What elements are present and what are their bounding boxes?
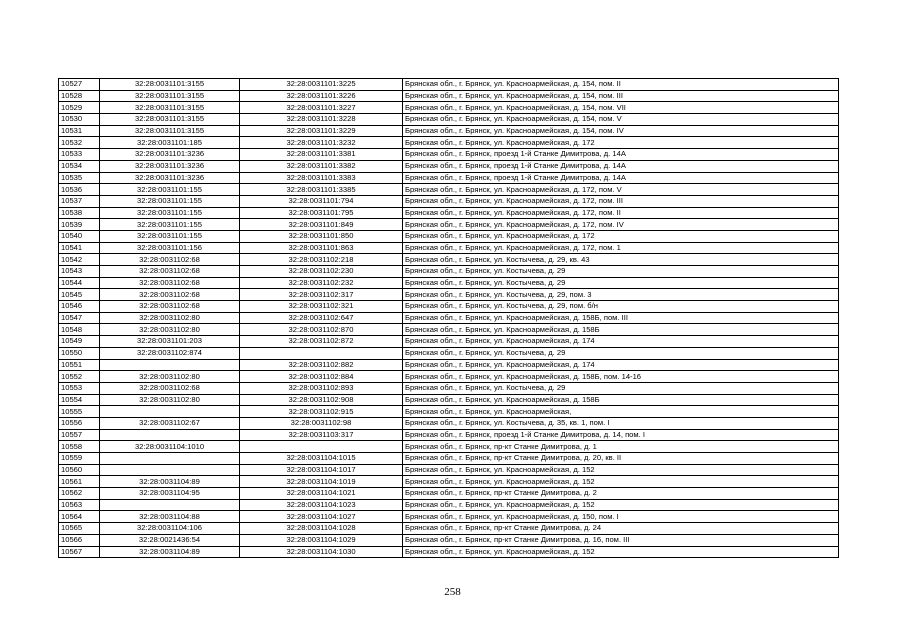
table-row: [59, 90, 839, 102]
address-cell: Брянская обл., г. Брянск, ул. Красноармейская, д. 172: [403, 137, 839, 149]
table-row: [59, 137, 839, 149]
parent-cadastral-number-cell: 32:28:0021436:54: [100, 534, 240, 546]
cadastral-number-cell: 32:28:0031103:317: [240, 429, 403, 441]
address-cell: Брянская обл., г. Брянск, проезд 1-й Станке Димитрова, д. 14А: [403, 172, 839, 184]
parent-cadastral-number-cell: 32:28:0031102:68: [100, 382, 240, 394]
address-cell: Брянская обл., г. Брянск, ул. Красноармейская, д. 152: [403, 499, 839, 511]
cadastral-number-cell: 32:28:0031102:317: [240, 289, 403, 301]
address-cell: Брянская обл., г. Брянск, ул. Красноармейская, д. 154, пом. IV: [403, 125, 839, 137]
parent-cadastral-number-cell: [100, 453, 240, 465]
record-number-cell: 10528: [59, 90, 100, 102]
table-row: [59, 453, 839, 465]
parent-cadastral-number-cell: 32:28:0031102:67: [100, 417, 240, 429]
cadastral-number-cell: 32:28:0031101:3225: [240, 79, 403, 91]
address-cell: Брянская обл., г. Брянск, ул. Костычева, д. 29: [403, 347, 839, 359]
record-number-cell: 10531: [59, 125, 100, 137]
table-row: [59, 149, 839, 161]
parent-cadastral-number-cell: [100, 429, 240, 441]
record-number-cell: 10558: [59, 441, 100, 453]
table-row: [59, 219, 839, 231]
cadastral-number-cell: 32:28:0031102:218: [240, 254, 403, 266]
record-number-cell: 10546: [59, 301, 100, 313]
parent-cadastral-number-cell: 32:28:0031102:68: [100, 277, 240, 289]
parent-cadastral-number-cell: 32:28:0031102:68: [100, 254, 240, 266]
parent-cadastral-number-cell: 32:28:0031101:3155: [100, 125, 240, 137]
record-number-cell: 10560: [59, 464, 100, 476]
cadastral-number-cell: 32:28:0031101:3229: [240, 125, 403, 137]
table-row: [59, 125, 839, 137]
parent-cadastral-number-cell: 32:28:0031101:3236: [100, 149, 240, 161]
cadastral-number-cell: 32:28:0031102:908: [240, 394, 403, 406]
cadastral-number-cell: 32:28:0031104:1021: [240, 488, 403, 500]
parent-cadastral-number-cell: 32:28:0031102:68: [100, 301, 240, 313]
register-table: [58, 78, 839, 558]
parent-cadastral-number-cell: 32:28:0031101:3236: [100, 172, 240, 184]
address-cell: Брянская обл., г. Брянск, пр-кт Станке Димитрова, д. 24: [403, 523, 839, 535]
cadastral-number-cell: 32:28:0031102:321: [240, 301, 403, 313]
address-cell: Брянская обл., г. Брянск, ул. Красноармейская, д. 172, пом. II: [403, 207, 839, 219]
record-number-cell: 10556: [59, 417, 100, 429]
record-number-cell: 10541: [59, 242, 100, 254]
parent-cadastral-number-cell: 32:28:0031101:156: [100, 242, 240, 254]
table-row: [59, 429, 839, 441]
cadastral-number-cell: 32:28:0031101:850: [240, 230, 403, 242]
parent-cadastral-number-cell: 32:28:0031102:80: [100, 394, 240, 406]
parent-cadastral-number-cell: [100, 406, 240, 418]
record-number-cell: 10555: [59, 406, 100, 418]
table-row: [59, 160, 839, 172]
parent-cadastral-number-cell: 32:28:0031102:68: [100, 266, 240, 278]
page-number: 258: [444, 586, 461, 598]
cadastral-number-cell: 32:28:0031104:1015: [240, 453, 403, 465]
address-cell: Брянская обл., г. Брянск, ул. Красноармейская, д. 152: [403, 464, 839, 476]
cadastral-number-cell: 32:28:0031102:647: [240, 312, 403, 324]
table-row: [59, 230, 839, 242]
address-cell: Брянская обл., г. Брянск, ул. Красноармейская, д. 174: [403, 336, 839, 348]
cadastral-number-cell: 32:28:0031101:3385: [240, 184, 403, 196]
address-cell: Брянская обл., г. Брянск, ул. Красноармейская, д. 172: [403, 230, 839, 242]
address-cell: Брянская обл., г. Брянск, ул. Красноармейская, д. 154, пом. III: [403, 90, 839, 102]
address-cell: Брянская обл., г. Брянск, проезд 1-й Станке Димитрова, д. 14А: [403, 160, 839, 172]
record-number-cell: 10562: [59, 488, 100, 500]
parent-cadastral-number-cell: 32:28:0031101:155: [100, 195, 240, 207]
table-row: [59, 406, 839, 418]
address-cell: Брянская обл., г. Брянск, ул. Красноармейская,: [403, 406, 839, 418]
record-number-cell: 10557: [59, 429, 100, 441]
cadastral-number-cell: 32:28:0031102:884: [240, 371, 403, 383]
cadastral-number-cell: 32:28:0031104:1023: [240, 499, 403, 511]
table-row: [59, 371, 839, 383]
cadastral-number-cell: 32:28:0031101:3381: [240, 149, 403, 161]
table-row: [59, 359, 839, 371]
address-cell: Брянская обл., г. Брянск, пр-кт Станке Димитрова, д. 20, кв. II: [403, 453, 839, 465]
record-number-cell: 10552: [59, 371, 100, 383]
address-cell: Брянская обл., г. Брянск, ул. Красноармейская, д. 154, пом. VII: [403, 102, 839, 114]
table-row: [59, 394, 839, 406]
address-cell: Брянская обл., г. Брянск, ул. Красноармейская, д. 158Б, пом. III: [403, 312, 839, 324]
table-row: [59, 464, 839, 476]
table-row: [59, 195, 839, 207]
table-row: [59, 301, 839, 313]
address-cell: Брянская обл., г. Брянск, ул. Костычева, д. 29, пом. 3: [403, 289, 839, 301]
table-row: [59, 488, 839, 500]
table-row: [59, 546, 839, 558]
address-cell: Брянская обл., г. Брянск, ул. Красноармейская, д. 158Б: [403, 394, 839, 406]
address-cell: Брянская обл., г. Брянск, ул. Красноармейская, д. 152: [403, 476, 839, 488]
parent-cadastral-number-cell: 32:28:0031102:874: [100, 347, 240, 359]
table-row: [59, 476, 839, 488]
table-row: [59, 324, 839, 336]
table-row: [59, 172, 839, 184]
table-row: [59, 277, 839, 289]
parent-cadastral-number-cell: 32:28:0031102:80: [100, 324, 240, 336]
table-row: [59, 207, 839, 219]
record-number-cell: 10548: [59, 324, 100, 336]
record-number-cell: 10563: [59, 499, 100, 511]
table-row: [59, 523, 839, 535]
parent-cadastral-number-cell: 32:28:0031102:80: [100, 312, 240, 324]
record-number-cell: 10566: [59, 534, 100, 546]
record-number-cell: 10554: [59, 394, 100, 406]
address-cell: Брянская обл., г. Брянск, ул. Костычева, д. 29, пом. б/н: [403, 301, 839, 313]
cadastral-number-cell: [240, 441, 403, 453]
record-number-cell: 10534: [59, 160, 100, 172]
cadastral-number-cell: 32:28:0031104:1027: [240, 511, 403, 523]
address-cell: Брянская обл., г. Брянск, проезд 1-й Станке Димитрова, д. 14А: [403, 149, 839, 161]
record-number-cell: 10535: [59, 172, 100, 184]
cadastral-number-cell: 32:28:0031102:882: [240, 359, 403, 371]
address-cell: Брянская обл., г. Брянск, ул. Красноармейская, д. 172, пом. III: [403, 195, 839, 207]
table-row: [59, 534, 839, 546]
record-number-cell: 10538: [59, 207, 100, 219]
address-cell: Брянская обл., г. Брянск, проезд 1-й Станке Димитрова, д. 14, пом. I: [403, 429, 839, 441]
address-cell: Брянская обл., г. Брянск, ул. Костычева, д. 29: [403, 277, 839, 289]
parent-cadastral-number-cell: 32:28:0031101:3155: [100, 102, 240, 114]
cadastral-number-cell: 32:28:0031101:3383: [240, 172, 403, 184]
address-cell: Брянская обл., г. Брянск, ул. Красноармейская, д. 174: [403, 359, 839, 371]
record-number-cell: 10533: [59, 149, 100, 161]
cadastral-number-cell: 32:28:0031102:915: [240, 406, 403, 418]
parent-cadastral-number-cell: 32:28:0031104:95: [100, 488, 240, 500]
address-cell: Брянская обл., г. Брянск, ул. Костычева, д. 29, кв. 43: [403, 254, 839, 266]
record-number-cell: 10564: [59, 511, 100, 523]
cadastral-number-cell: 32:28:0031101:849: [240, 219, 403, 231]
record-number-cell: 10530: [59, 114, 100, 126]
table-row: [59, 336, 839, 348]
table-row: [59, 499, 839, 511]
record-number-cell: 10542: [59, 254, 100, 266]
table-row: [59, 114, 839, 126]
register-table-body: [59, 79, 839, 558]
cadastral-number-cell: 32:28:0031101:3232: [240, 137, 403, 149]
record-number-cell: 10559: [59, 453, 100, 465]
address-cell: Брянская обл., г. Брянск, ул. Красноармейская, д. 158Б: [403, 324, 839, 336]
address-cell: Брянская обл., г. Брянск, пр-кт Станке Димитрова, д. 16, пом. III: [403, 534, 839, 546]
cadastral-number-cell: 32:28:0031101:3227: [240, 102, 403, 114]
cadastral-number-cell: 32:28:0031104:1029: [240, 534, 403, 546]
parent-cadastral-number-cell: 32:28:0031102:68: [100, 289, 240, 301]
cadastral-number-cell: 32:28:0031104:1017: [240, 464, 403, 476]
record-number-cell: 10539: [59, 219, 100, 231]
address-cell: Брянская обл., г. Брянск, ул. Костычева, д. 29: [403, 382, 839, 394]
record-number-cell: 10567: [59, 546, 100, 558]
table-row: [59, 417, 839, 429]
parent-cadastral-number-cell: 32:28:0031101:203: [100, 336, 240, 348]
parent-cadastral-number-cell: 32:28:0031104:1010: [100, 441, 240, 453]
table-row: [59, 254, 839, 266]
record-number-cell: 10529: [59, 102, 100, 114]
cadastral-number-cell: 32:28:0031104:1030: [240, 546, 403, 558]
cadastral-number-cell: 32:28:0031104:1019: [240, 476, 403, 488]
parent-cadastral-number-cell: 32:28:0031102:80: [100, 371, 240, 383]
record-number-cell: 10549: [59, 336, 100, 348]
cadastral-number-cell: 32:28:0031101:3226: [240, 90, 403, 102]
parent-cadastral-number-cell: 32:28:0031104:88: [100, 511, 240, 523]
table-row: [59, 102, 839, 114]
address-cell: Брянская обл., г. Брянск, ул. Красноармейская, д. 172, пом. IV: [403, 219, 839, 231]
address-cell: Брянская обл., г. Брянск, пр-кт Станке Димитрова, д. 1: [403, 441, 839, 453]
parent-cadastral-number-cell: [100, 359, 240, 371]
address-cell: Брянская обл., г. Брянск, ул. Красноармейская, д. 158Б, пом. 14-16: [403, 371, 839, 383]
cadastral-number-cell: 32:28:0031101:3382: [240, 160, 403, 172]
address-cell: Брянская обл., г. Брянск, пр-кт Станке Димитрова, д. 2: [403, 488, 839, 500]
table-row: [59, 184, 839, 196]
parent-cadastral-number-cell: 32:28:0031101:3236: [100, 160, 240, 172]
parent-cadastral-number-cell: [100, 499, 240, 511]
record-number-cell: 10532: [59, 137, 100, 149]
address-cell: Брянская обл., г. Брянск, ул. Красноармейская, д. 154, пом. II: [403, 79, 839, 91]
parent-cadastral-number-cell: 32:28:0031101:185: [100, 137, 240, 149]
cadastral-number-cell: 32:28:0031101:794: [240, 195, 403, 207]
record-number-cell: 10551: [59, 359, 100, 371]
record-number-cell: 10544: [59, 277, 100, 289]
parent-cadastral-number-cell: 32:28:0031101:155: [100, 219, 240, 231]
parent-cadastral-number-cell: 32:28:0031104:89: [100, 476, 240, 488]
record-number-cell: 10540: [59, 230, 100, 242]
address-cell: Брянская обл., г. Брянск, ул. Красноармейская, д. 172, пом. V: [403, 184, 839, 196]
record-number-cell: 10561: [59, 476, 100, 488]
record-number-cell: 10545: [59, 289, 100, 301]
table-row: [59, 382, 839, 394]
cadastral-number-cell: 32:28:0031102:872: [240, 336, 403, 348]
cadastral-number-cell: 32:28:0031102:893: [240, 382, 403, 394]
table-row: [59, 511, 839, 523]
parent-cadastral-number-cell: [100, 464, 240, 476]
record-number-cell: 10536: [59, 184, 100, 196]
cadastral-number-cell: 32:28:0031102:98: [240, 417, 403, 429]
cadastral-number-cell: [240, 347, 403, 359]
cadastral-number-cell: 32:28:0031102:230: [240, 266, 403, 278]
record-number-cell: 10553: [59, 382, 100, 394]
address-cell: Брянская обл., г. Брянск, ул. Красноармейская, д. 172, пом. 1: [403, 242, 839, 254]
cadastral-number-cell: 32:28:0031102:870: [240, 324, 403, 336]
table-row: [59, 347, 839, 359]
table-row: [59, 242, 839, 254]
parent-cadastral-number-cell: 32:28:0031101:155: [100, 184, 240, 196]
cadastral-number-cell: 32:28:0031101:863: [240, 242, 403, 254]
address-cell: Брянская обл., г. Брянск, ул. Красноармейская, д. 150, пом. I: [403, 511, 839, 523]
address-cell: Брянская обл., г. Брянск, ул. Костычева, д. 29: [403, 266, 839, 278]
table-row: [59, 441, 839, 453]
cadastral-number-cell: 32:28:0031104:1028: [240, 523, 403, 535]
table-row: [59, 289, 839, 301]
cadastral-number-cell: 32:28:0031101:3228: [240, 114, 403, 126]
parent-cadastral-number-cell: 32:28:0031104:106: [100, 523, 240, 535]
address-cell: Брянская обл., г. Брянск, ул. Красноармейская, д. 154, пом. V: [403, 114, 839, 126]
cadastral-number-cell: 32:28:0031102:232: [240, 277, 403, 289]
record-number-cell: 10537: [59, 195, 100, 207]
record-number-cell: 10527: [59, 79, 100, 91]
record-number-cell: 10543: [59, 266, 100, 278]
parent-cadastral-number-cell: 32:28:0031101:3155: [100, 79, 240, 91]
parent-cadastral-number-cell: 32:28:0031101:155: [100, 207, 240, 219]
address-cell: Брянская обл., г. Брянск, ул. Костычева, д. 35, кв. 1, пом. I: [403, 417, 839, 429]
address-cell: Брянская обл., г. Брянск, ул. Красноармейская, д. 152: [403, 546, 839, 558]
table-row: [59, 79, 839, 91]
record-number-cell: 10550: [59, 347, 100, 359]
record-number-cell: 10547: [59, 312, 100, 324]
table-row: [59, 312, 839, 324]
parent-cadastral-number-cell: 32:28:0031101:3155: [100, 90, 240, 102]
parent-cadastral-number-cell: 32:28:0031101:155: [100, 230, 240, 242]
parent-cadastral-number-cell: 32:28:0031101:3155: [100, 114, 240, 126]
record-number-cell: 10565: [59, 523, 100, 535]
table-row: [59, 266, 839, 278]
parent-cadastral-number-cell: 32:28:0031104:89: [100, 546, 240, 558]
cadastral-number-cell: 32:28:0031101:795: [240, 207, 403, 219]
